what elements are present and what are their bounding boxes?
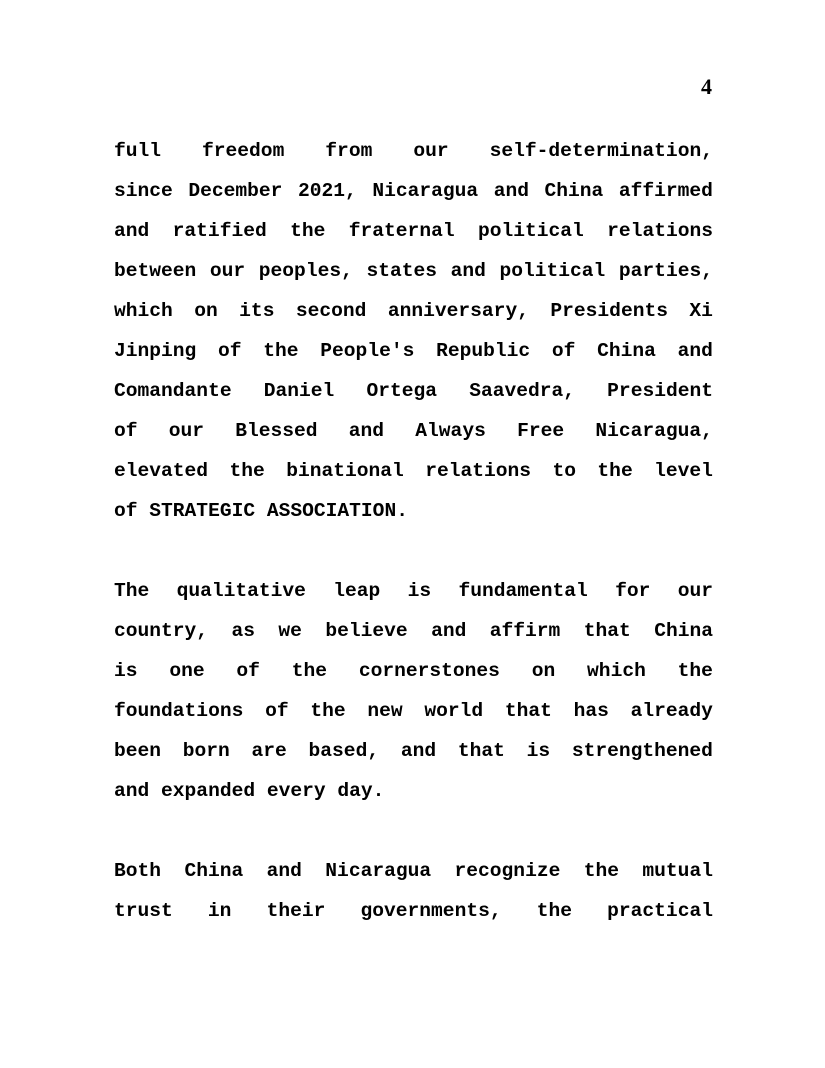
text-word: from	[325, 140, 373, 162]
text-word: governments,	[360, 900, 502, 922]
text-word: December	[188, 180, 283, 202]
text-word: as	[231, 620, 256, 642]
text-word: foundations	[114, 700, 244, 722]
text-line	[114, 731, 713, 771]
text-word: elevated	[114, 460, 209, 482]
text-word: and	[348, 420, 385, 442]
text-line	[114, 851, 713, 891]
text-word: the	[229, 460, 265, 482]
document-body	[114, 131, 713, 931]
text-word: and	[431, 620, 467, 642]
text-word: Daniel	[263, 380, 335, 402]
text-word: China	[654, 620, 713, 642]
text-word: Nicaragua	[372, 180, 479, 202]
text-word: relations	[425, 460, 532, 482]
text-line	[114, 211, 713, 251]
text-word: our	[209, 260, 246, 282]
paragraph-1	[114, 131, 713, 531]
text-line	[114, 331, 713, 371]
text-word: fraternal	[348, 220, 455, 242]
text-word: of	[114, 420, 138, 442]
text-word: new	[367, 700, 403, 722]
text-line	[114, 131, 713, 171]
text-word: practical	[607, 900, 713, 922]
text-line	[114, 171, 713, 211]
text-word: of	[218, 340, 242, 362]
text-line	[114, 571, 713, 611]
text-word: already	[630, 700, 713, 722]
text-word: China	[184, 860, 244, 882]
page-number: 4	[701, 74, 712, 99]
text-word: Saavedra,	[469, 380, 576, 402]
text-word: and	[450, 260, 486, 282]
text-word: strengthened	[571, 740, 713, 762]
text-word: Free	[517, 420, 565, 442]
text-word: are	[251, 740, 287, 762]
text-word: has	[573, 700, 609, 722]
text-word: in	[207, 900, 232, 922]
text-word: parties,	[618, 260, 713, 282]
text-word: based,	[308, 740, 380, 762]
text-word: Comandante	[114, 380, 232, 402]
text-word: mutual	[642, 860, 713, 882]
text-word: 2021,	[297, 180, 357, 202]
text-word: that	[504, 700, 552, 722]
text-word: Jinping	[114, 340, 197, 362]
text-word: their	[266, 900, 326, 922]
text-line	[114, 891, 713, 931]
text-word: since	[114, 180, 173, 202]
text-word: ratified	[172, 220, 267, 242]
text-word: we	[278, 620, 302, 642]
text-word: affirmed	[618, 180, 713, 202]
text-word: The	[114, 580, 150, 602]
text-word: Nicaragua	[325, 860, 432, 882]
text-word: one	[169, 660, 205, 682]
text-word: Republic	[436, 340, 531, 362]
text-word: Xi	[689, 300, 713, 322]
text-word: Presidents	[550, 300, 668, 322]
text-word: is	[407, 580, 432, 602]
text-word: states	[366, 260, 438, 282]
text-word: cornerstones	[358, 660, 500, 682]
text-word: and	[677, 340, 713, 362]
text-line	[114, 251, 713, 291]
text-word: political	[499, 260, 606, 282]
text-word: of	[265, 700, 289, 722]
text-word: level	[654, 460, 713, 482]
text-word: political	[477, 220, 584, 242]
text-word: full	[114, 140, 162, 162]
text-word: People's	[320, 340, 415, 362]
text-word: qualitative	[176, 580, 306, 602]
text-word: of	[236, 660, 260, 682]
text-word: Ortega	[366, 380, 438, 402]
text-word: on	[531, 660, 556, 682]
text-word: Blessed	[235, 420, 318, 442]
text-word: to	[552, 460, 576, 482]
text-word: is	[526, 740, 551, 762]
text-word: second	[295, 300, 367, 322]
text-line	[114, 411, 713, 451]
text-word: relations	[607, 220, 713, 242]
text-word: world	[424, 700, 484, 722]
text-word: the	[597, 460, 633, 482]
text-word: and	[266, 860, 302, 882]
text-word: the	[291, 660, 328, 682]
paragraph-3	[114, 851, 713, 931]
text-word: the	[310, 700, 346, 722]
text-word: of STRATEGIC ASSOCIATION.	[114, 500, 408, 522]
text-word: Both	[114, 860, 162, 882]
text-line	[114, 491, 713, 531]
text-word: is	[114, 660, 138, 682]
text-word: Nicaragua,	[595, 420, 713, 442]
text-word: born	[182, 740, 230, 762]
text-word: binational	[286, 460, 404, 482]
text-word: on	[194, 300, 218, 322]
text-line	[114, 771, 713, 811]
text-word: and	[114, 220, 150, 242]
text-word: that	[457, 740, 505, 762]
text-word: and	[400, 740, 437, 762]
text-word: our	[168, 420, 205, 442]
text-word: for	[615, 580, 651, 602]
text-word: our	[677, 580, 713, 602]
text-word: China	[544, 180, 604, 202]
text-word: recognize	[454, 860, 561, 882]
paragraph-spacer	[114, 811, 713, 851]
text-word: China	[597, 340, 656, 362]
text-line	[114, 371, 713, 411]
text-word: self-determination,	[489, 140, 713, 162]
text-word: believe	[325, 620, 408, 642]
text-word: its	[239, 300, 275, 322]
paragraph-2	[114, 571, 713, 811]
text-word: freedom	[202, 140, 285, 162]
text-word: which	[587, 660, 646, 682]
text-word: which	[114, 300, 173, 322]
text-word: the	[263, 340, 299, 362]
text-line	[114, 651, 713, 691]
text-word: trust	[114, 900, 173, 922]
text-word: the	[290, 220, 326, 242]
text-word: President	[607, 380, 713, 402]
text-word: of	[551, 340, 576, 362]
text-word: anniversary,	[387, 300, 529, 322]
text-word: that	[583, 620, 631, 642]
text-word: the	[677, 660, 713, 682]
text-word: Always	[415, 420, 486, 442]
text-word: been	[114, 740, 162, 762]
text-word: country,	[114, 620, 209, 642]
text-word: our	[413, 140, 449, 162]
text-word: fundamental	[458, 580, 588, 602]
text-line	[114, 291, 713, 331]
paragraph-spacer	[114, 531, 713, 571]
text-word: and expanded every day.	[114, 780, 385, 802]
text-word: affirm	[489, 620, 561, 642]
text-word: leap	[333, 580, 381, 602]
text-word: and	[493, 180, 529, 202]
text-line	[114, 691, 713, 731]
text-line	[114, 611, 713, 651]
text-line	[114, 451, 713, 491]
text-word: the	[583, 860, 620, 882]
text-word: the	[536, 900, 573, 922]
text-word: between	[114, 260, 197, 282]
text-word: peoples,	[258, 260, 353, 282]
